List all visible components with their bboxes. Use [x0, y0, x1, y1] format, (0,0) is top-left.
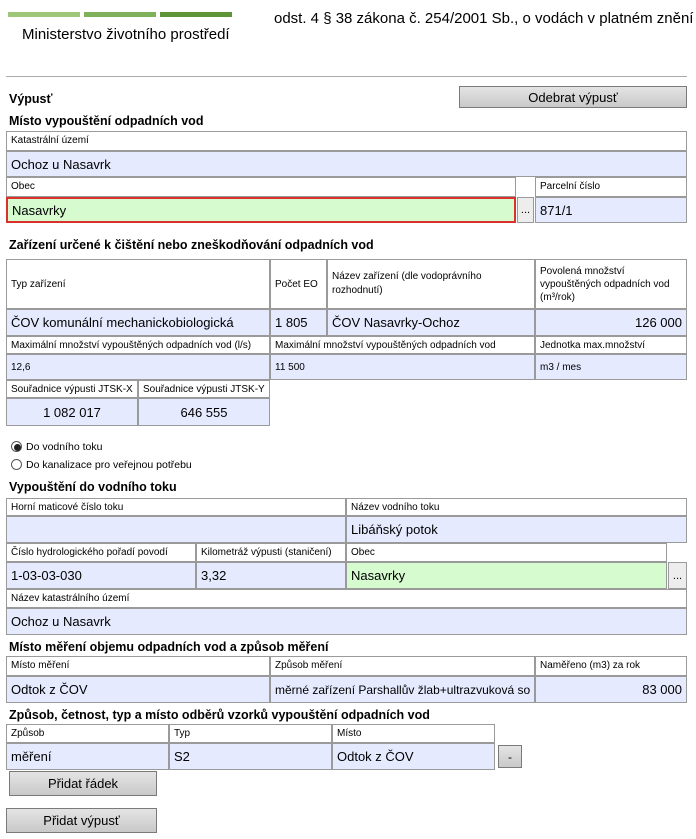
- odber-typ-label: Typ: [169, 724, 332, 743]
- jtsk-y-label: Souřadnice výpusti JTSK-Y: [138, 380, 270, 398]
- typ-zarizeni-label: Typ zařízení: [6, 259, 270, 309]
- radio-do-toku[interactable]: [11, 441, 22, 452]
- povolena-mnozstvi-label: Povolená množství vypouštěných odpadních vod (m³/rok): [535, 259, 687, 309]
- obec-label: Obec: [6, 177, 516, 197]
- mereni-section-title: Místo měření objemu odpadních vod a způsob měření: [9, 640, 329, 654]
- max-mnozstvi-label: Maximální množství vypouštěných odpadních vod: [270, 336, 535, 354]
- tok-katastr-field[interactable]: Ochoz u Nasavrk: [6, 608, 687, 635]
- legal-reference: odst. 4 § 38 zákona č. 254/2001 Sb., o vodách v platném znění: [274, 10, 694, 27]
- typ-zarizeni-field[interactable]: ČOV komunální mechanickobiologická: [6, 309, 270, 336]
- namereno-field[interactable]: 83 000: [535, 676, 687, 703]
- tok-obec-field[interactable]: Nasavrky: [346, 562, 667, 589]
- nazev-toku-field[interactable]: Libáňský potok: [346, 516, 687, 543]
- parcelni-field[interactable]: 871/1: [535, 197, 687, 223]
- nazev-zarizeni-label: Název zařízení (dle vodoprávního rozhodnutí): [327, 259, 535, 309]
- tok-katastr-label: Název katastrálního území: [6, 589, 687, 608]
- katastralni-field[interactable]: Ochoz u Nasavrk: [6, 151, 687, 177]
- katastralni-label: Katastrální území: [6, 131, 687, 151]
- nazev-toku-label: Název vodního toku: [346, 498, 687, 516]
- obec-lookup-button[interactable]: ...: [517, 197, 534, 223]
- odber-zpusob-field[interactable]: měření: [6, 743, 169, 770]
- odber-typ-field[interactable]: S2: [169, 743, 332, 770]
- radio-do-kanalizace[interactable]: [11, 459, 22, 470]
- jtsk-x-label: Souřadnice výpusti JTSK-X: [6, 380, 138, 398]
- odbery-section-title: Způsob, četnost, typ a místo odběrů vzorků vypouštění odpadních vod: [9, 708, 430, 722]
- tok-obec-label: Obec: [346, 543, 667, 562]
- header-stripe-1: [8, 12, 80, 17]
- odber-misto-field[interactable]: Odtok z ČOV: [332, 743, 495, 770]
- radio-do-kanalizace-label: Do kanalizace pro veřejnou potřebu: [26, 459, 192, 471]
- zpusob-mereni-label: Způsob měření: [270, 656, 535, 676]
- hydro-cislo-field[interactable]: 1-03-03-030: [6, 562, 196, 589]
- horni-cislo-label: Horní maticové číslo toku: [6, 498, 346, 516]
- hydro-cislo-label: Číslo hydrologického pořadí povodí: [6, 543, 196, 562]
- kilometraz-field[interactable]: 3,32: [196, 562, 346, 589]
- radio-do-toku-label: Do vodního toku: [26, 441, 103, 453]
- misto-mereni-label: Místo měření: [6, 656, 270, 676]
- zpusob-mereni-field[interactable]: měrné zařízení Parshallův žlab+ultrazvuková so: [270, 676, 535, 703]
- header-stripe-3: [160, 12, 232, 17]
- max-mnozstvi-field[interactable]: 11 500: [270, 354, 535, 380]
- misto-mereni-field[interactable]: Odtok z ČOV: [6, 676, 270, 703]
- remove-outlet-button[interactable]: Odebrat výpusť: [459, 86, 687, 108]
- divider: [6, 76, 687, 77]
- vypust-title: Výpusť: [9, 92, 53, 106]
- add-row-button[interactable]: Přidat řádek: [9, 771, 157, 796]
- jednotka-label: Jednotka max.množství: [535, 336, 687, 354]
- horni-cislo-field[interactable]: [6, 516, 346, 543]
- max-ls-label: Maximální množství vypouštěných odpadních vod (l/s): [6, 336, 270, 354]
- ministry-logo-text: Ministerstvo životního prostředí: [22, 26, 230, 43]
- add-outlet-button[interactable]: Přidat výpusť: [6, 808, 157, 833]
- odber-misto-label: Místo: [332, 724, 495, 743]
- header-stripe-2: [84, 12, 156, 17]
- kilometraz-label: Kilometráž výpusti (staničení): [196, 543, 346, 562]
- jednotka-field[interactable]: m3 / mes: [535, 354, 687, 380]
- max-ls-field[interactable]: 12,6: [6, 354, 270, 380]
- remove-row-button[interactable]: -: [498, 745, 522, 768]
- jtsk-y-field[interactable]: 646 555: [138, 398, 270, 426]
- pocet-eo-field[interactable]: 1 805: [270, 309, 327, 336]
- obec-field[interactable]: Nasavrky: [6, 197, 516, 223]
- jtsk-x-field[interactable]: 1 082 017: [6, 398, 138, 426]
- odber-zpusob-label: Způsob: [6, 724, 169, 743]
- parcelni-label: Parcelní číslo: [535, 177, 687, 197]
- misto-section-title: Místo vypouštění odpadních vod: [9, 114, 204, 128]
- tok-obec-lookup-button[interactable]: ...: [668, 562, 687, 589]
- nazev-zarizeni-field[interactable]: ČOV Nasavrky-Ochoz: [327, 309, 535, 336]
- zarizeni-section-title: Zařízení určené k čištění nebo zneškodňování odpadních vod: [9, 238, 374, 252]
- tok-section-title: Vypouštění do vodního toku: [9, 480, 177, 494]
- povolena-mnozstvi-field[interactable]: 126 000: [535, 309, 687, 336]
- pocet-eo-label: Počet EO: [270, 259, 327, 309]
- namereno-label: Naměřeno (m3) za rok: [535, 656, 687, 676]
